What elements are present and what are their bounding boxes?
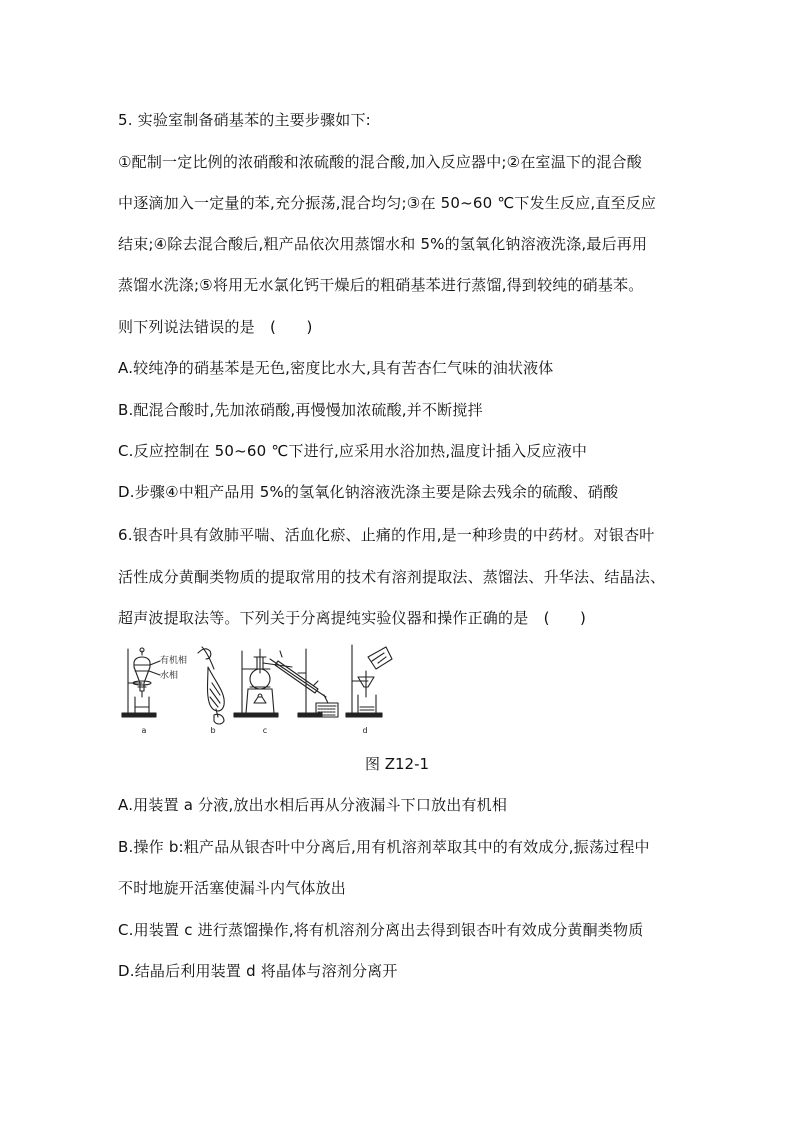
label-aqueous-phase: 水相 [160, 671, 179, 681]
q6-option-d: D.结晶后利用装置 d 将晶体与溶剂分离开 [118, 962, 398, 980]
q5-stem-line-5: 蒸馏水洗涤;⑤将用无水氯化钙干燥后的粗硝基苯进行蒸馏,得到较纯的硝基苯。 [118, 276, 644, 294]
q6-stem-line-2: 活性成分黄酮类物质的提取常用的技术有溶剂提取法、蒸馏法、升华法、结晶法、 [118, 568, 666, 586]
q5-stem-line-4: 结束;④除去混合酸后,粗产品依次用蒸馏水和 5%的氢氧化钠溶液洗涤,最后再用 [118, 235, 648, 253]
apparatus-a-separatory-funnel [122, 648, 160, 717]
q5-stem-line-3: 中逐滴加入一定量的苯,充分振荡,混合均匀;③在 50~60 ℃下发生反应,直至反应 [118, 194, 657, 212]
q6-option-c: C.用装置 c 进行蒸馏操作,将有机溶剂分离出去得到银杏叶有效成分黄酮类物质 [118, 921, 644, 939]
q5-stem-line-1: 5. 实验室制备硝基苯的主要步骤如下: [118, 111, 371, 129]
q5-option-d: D.步骤④中粗产品用 5%的氢氧化钠溶液洗涤主要是除去残余的硫酸、硝酸 [118, 483, 619, 501]
q5-option-a: A.较纯净的硝基苯是无色,密度比水大,具有苦杏仁气味的油状液体 [118, 359, 554, 377]
q5-option-c: C.反应控制在 50~60 ℃下进行,应采用水浴加热,温度计插入反应液中 [118, 442, 588, 460]
apparatus-figure [120, 643, 440, 738]
label-organic-phase: 有机相 [160, 656, 188, 666]
q5-stem-line-6: 则下列说法错误的是 ( ) [118, 318, 313, 336]
q6-stem-line-3: 超声波提取法等。下列关于分离提纯实验仪器和操作正确的是 ( ) [118, 609, 587, 627]
q5-option-b: B.配混合酸时,先加浓硝酸,再慢慢加浓硫酸,并不断搅拌 [118, 401, 483, 419]
q6-option-a: A.用装置 a 分液,放出水相后再从分液漏斗下口放出有机相 [118, 796, 508, 814]
operation-b-shaking-funnel [198, 647, 224, 724]
label-b: b [210, 726, 216, 735]
q6-stem-line-1: 6.银杏叶具有敛肺平喘、活血化瘀、止痛的作用,是一种珍贵的中药材。对银杏叶 [118, 526, 655, 544]
apparatus-c-distillation [234, 649, 338, 717]
apparatus-d-filtration [346, 645, 392, 717]
q6-option-b-line-2: 不时地旋开活塞使漏斗内气体放出 [118, 879, 347, 897]
label-c: c [262, 726, 268, 735]
figure-caption: 图 Z12-1 [364, 755, 430, 773]
q6-option-b-line-1: B.操作 b:粗产品从银杏叶中分离后,用有机溶剂萃取其中的有效成分,振荡过程中 [118, 838, 650, 856]
q5-stem-line-2: ①配制一定比例的浓硝酸和浓硫酸的混合酸,加入反应器中;②在室温下的混合酸 [118, 153, 642, 171]
label-d: d [362, 726, 368, 735]
label-a: a [141, 726, 147, 735]
